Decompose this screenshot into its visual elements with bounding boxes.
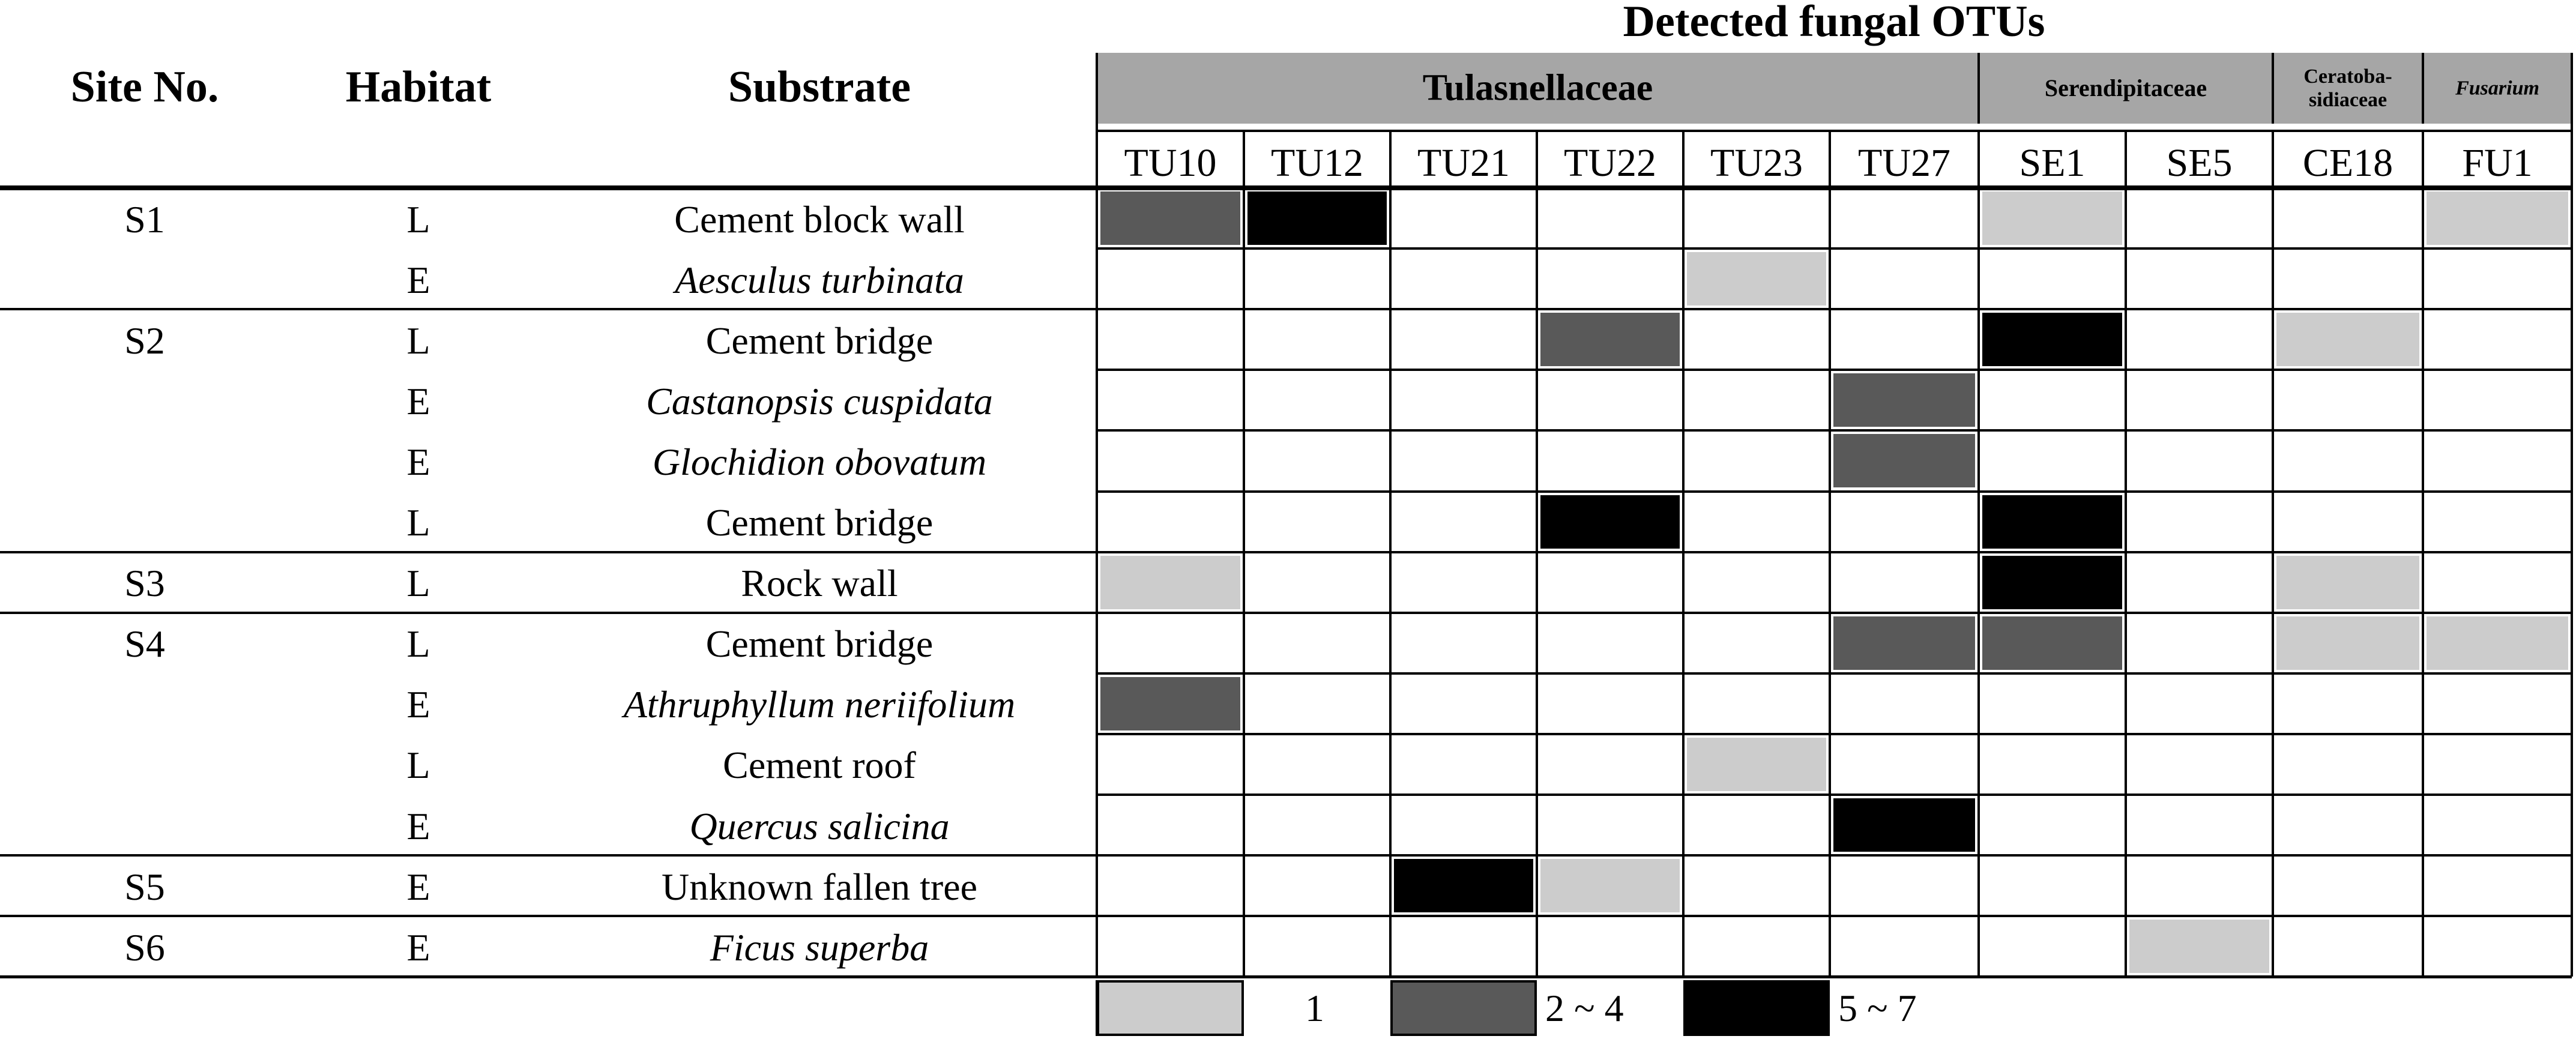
detection-cell xyxy=(2276,616,2419,670)
detection-cell xyxy=(1982,313,2122,366)
substrate-cell: Cement bridge xyxy=(705,622,934,666)
habitat-cell: E xyxy=(406,804,430,848)
otu-column-rule xyxy=(1682,131,1685,977)
otu-column-rule xyxy=(1243,131,1245,977)
row-divider-rule xyxy=(1097,794,2572,796)
habitat-cell: E xyxy=(406,865,430,908)
detection-cell xyxy=(2276,556,2419,609)
site-cell: S2 xyxy=(124,319,165,362)
detection-cell xyxy=(1687,252,1826,306)
otu-header-tu22: TU22 xyxy=(1564,140,1656,185)
row-divider-rule xyxy=(1097,672,2572,675)
otu-column-rule xyxy=(2125,131,2127,977)
family-label: Ceratoba- sidiaceae xyxy=(2303,65,2392,111)
header-bottom-rule xyxy=(0,185,2572,190)
detection-cell xyxy=(1982,191,2122,245)
legend-label-level-3: 5 ~ 7 xyxy=(1838,986,1917,1029)
detection-cell xyxy=(1982,556,2122,609)
otu-header-se1: SE1 xyxy=(2019,140,2086,185)
habitat-cell: L xyxy=(406,744,430,787)
legend-swatch-level-1 xyxy=(1097,980,1244,1036)
detection-cell xyxy=(1540,495,1680,549)
otu-column-rule xyxy=(2272,131,2274,977)
habitat-cell: L xyxy=(406,562,430,605)
detection-cell xyxy=(2427,191,2568,245)
legend-left-rule xyxy=(1096,980,1098,1036)
header-habitat: Habitat xyxy=(345,62,492,112)
habitat-cell: L xyxy=(406,501,430,544)
habitat-cell: E xyxy=(406,683,430,726)
otu-column-rule xyxy=(2422,131,2424,977)
habitat-cell: E xyxy=(406,379,430,423)
otu-header-tu10: TU10 xyxy=(1124,140,1217,185)
site-cell: S5 xyxy=(124,865,165,908)
family-label: Tulasnellaceae xyxy=(1422,67,1653,109)
detection-cell xyxy=(1540,859,1680,912)
row-divider-rule xyxy=(1097,429,2572,432)
header-substrate: Substrate xyxy=(728,62,911,112)
site-cell: S4 xyxy=(124,622,165,666)
substrate-cell: Castanopsis cuspidata xyxy=(646,379,993,423)
detection-cell xyxy=(1100,556,1240,609)
detection-cell xyxy=(1833,373,1975,427)
detection-cell xyxy=(1833,616,1975,670)
habitat-cell: E xyxy=(406,440,430,483)
habitat-cell: E xyxy=(406,258,430,301)
detection-cell xyxy=(1540,313,1680,366)
habitat-cell: L xyxy=(406,319,430,362)
otu-column-rule xyxy=(2571,53,2573,977)
table-title: Detected fungal OTUs xyxy=(1623,0,2045,46)
otu-column-rule xyxy=(1096,53,1098,977)
table-bottom-rule xyxy=(0,975,2572,978)
family-band-divider xyxy=(2272,53,2274,124)
detection-cell xyxy=(2129,920,2269,973)
row-divider-rule xyxy=(1097,490,2572,493)
detection-cell xyxy=(1394,859,1533,912)
legend-label-level-1: 1 xyxy=(1305,986,1324,1029)
family-label: Fusarium xyxy=(2455,77,2539,100)
otu-header-tu12: TU12 xyxy=(1271,140,1363,185)
otu-header-fu1: FU1 xyxy=(2462,140,2533,185)
header-site-no: Site No. xyxy=(70,62,219,112)
group-divider-rule xyxy=(0,854,2572,857)
otu-header-tu21: TU21 xyxy=(1417,140,1510,185)
detection-cell xyxy=(2427,616,2568,670)
family-band-divider xyxy=(1977,53,1980,124)
habitat-cell: L xyxy=(406,197,430,241)
detection-cell xyxy=(1833,798,1975,852)
group-divider-rule xyxy=(0,308,2572,310)
row-divider-rule xyxy=(1097,369,2572,371)
substrate-cell: Rock wall xyxy=(741,562,898,605)
substrate-cell: Glochidion obovatum xyxy=(652,440,987,483)
otu-header-se5: SE5 xyxy=(2166,140,2233,185)
substrate-cell: Cement bridge xyxy=(705,501,934,544)
group-divider-rule xyxy=(0,612,2572,614)
detection-cell xyxy=(1100,677,1240,730)
site-cell: S1 xyxy=(124,197,165,241)
row-divider-rule xyxy=(1097,247,2572,250)
row-divider-rule xyxy=(1097,733,2572,735)
substrate-cell: Aesculus turbinata xyxy=(675,258,964,301)
detection-cell xyxy=(1100,191,1240,245)
otu-column-rule xyxy=(1536,131,1538,977)
substrate-cell: Cement roof xyxy=(723,744,916,787)
detection-cell xyxy=(1833,434,1975,487)
family-label: Serendipitaceae xyxy=(2044,74,2207,101)
substrate-cell: Ficus superba xyxy=(710,926,929,969)
group-divider-rule xyxy=(0,551,2572,553)
legend-swatch-level-3 xyxy=(1683,980,1830,1036)
substrate-cell: Athruphyllum neriifolium xyxy=(623,683,1016,726)
habitat-cell: E xyxy=(406,926,430,969)
otu-header-top-rule xyxy=(1097,130,2572,132)
substrate-cell: Cement bridge xyxy=(705,319,934,362)
family-band-divider xyxy=(2422,53,2424,124)
habitat-cell: L xyxy=(406,622,430,666)
group-divider-rule xyxy=(0,915,2572,917)
otu-header-tu27: TU27 xyxy=(1858,140,1950,185)
legend-swatch-level-2 xyxy=(1390,980,1537,1036)
detection-cell xyxy=(2276,313,2419,366)
otu-column-rule xyxy=(1389,131,1392,977)
detection-cell xyxy=(1982,616,2122,670)
otu-column-rule xyxy=(1977,131,1980,977)
otu-header-ce18: CE18 xyxy=(2302,140,2394,185)
site-cell: S3 xyxy=(124,562,165,605)
substrate-cell: Quercus salicina xyxy=(689,804,950,848)
otu-column-rule xyxy=(1829,131,1831,977)
detection-cell xyxy=(1247,191,1387,245)
substrate-cell: Cement block wall xyxy=(674,197,965,241)
detection-cell xyxy=(1687,738,1826,791)
substrate-cell: Unknown fallen tree xyxy=(661,865,978,908)
site-cell: S6 xyxy=(124,926,165,969)
detection-cell xyxy=(1982,495,2122,549)
otu-header-tu23: TU23 xyxy=(1710,140,1803,185)
legend-label-level-2: 2 ~ 4 xyxy=(1545,986,1624,1029)
